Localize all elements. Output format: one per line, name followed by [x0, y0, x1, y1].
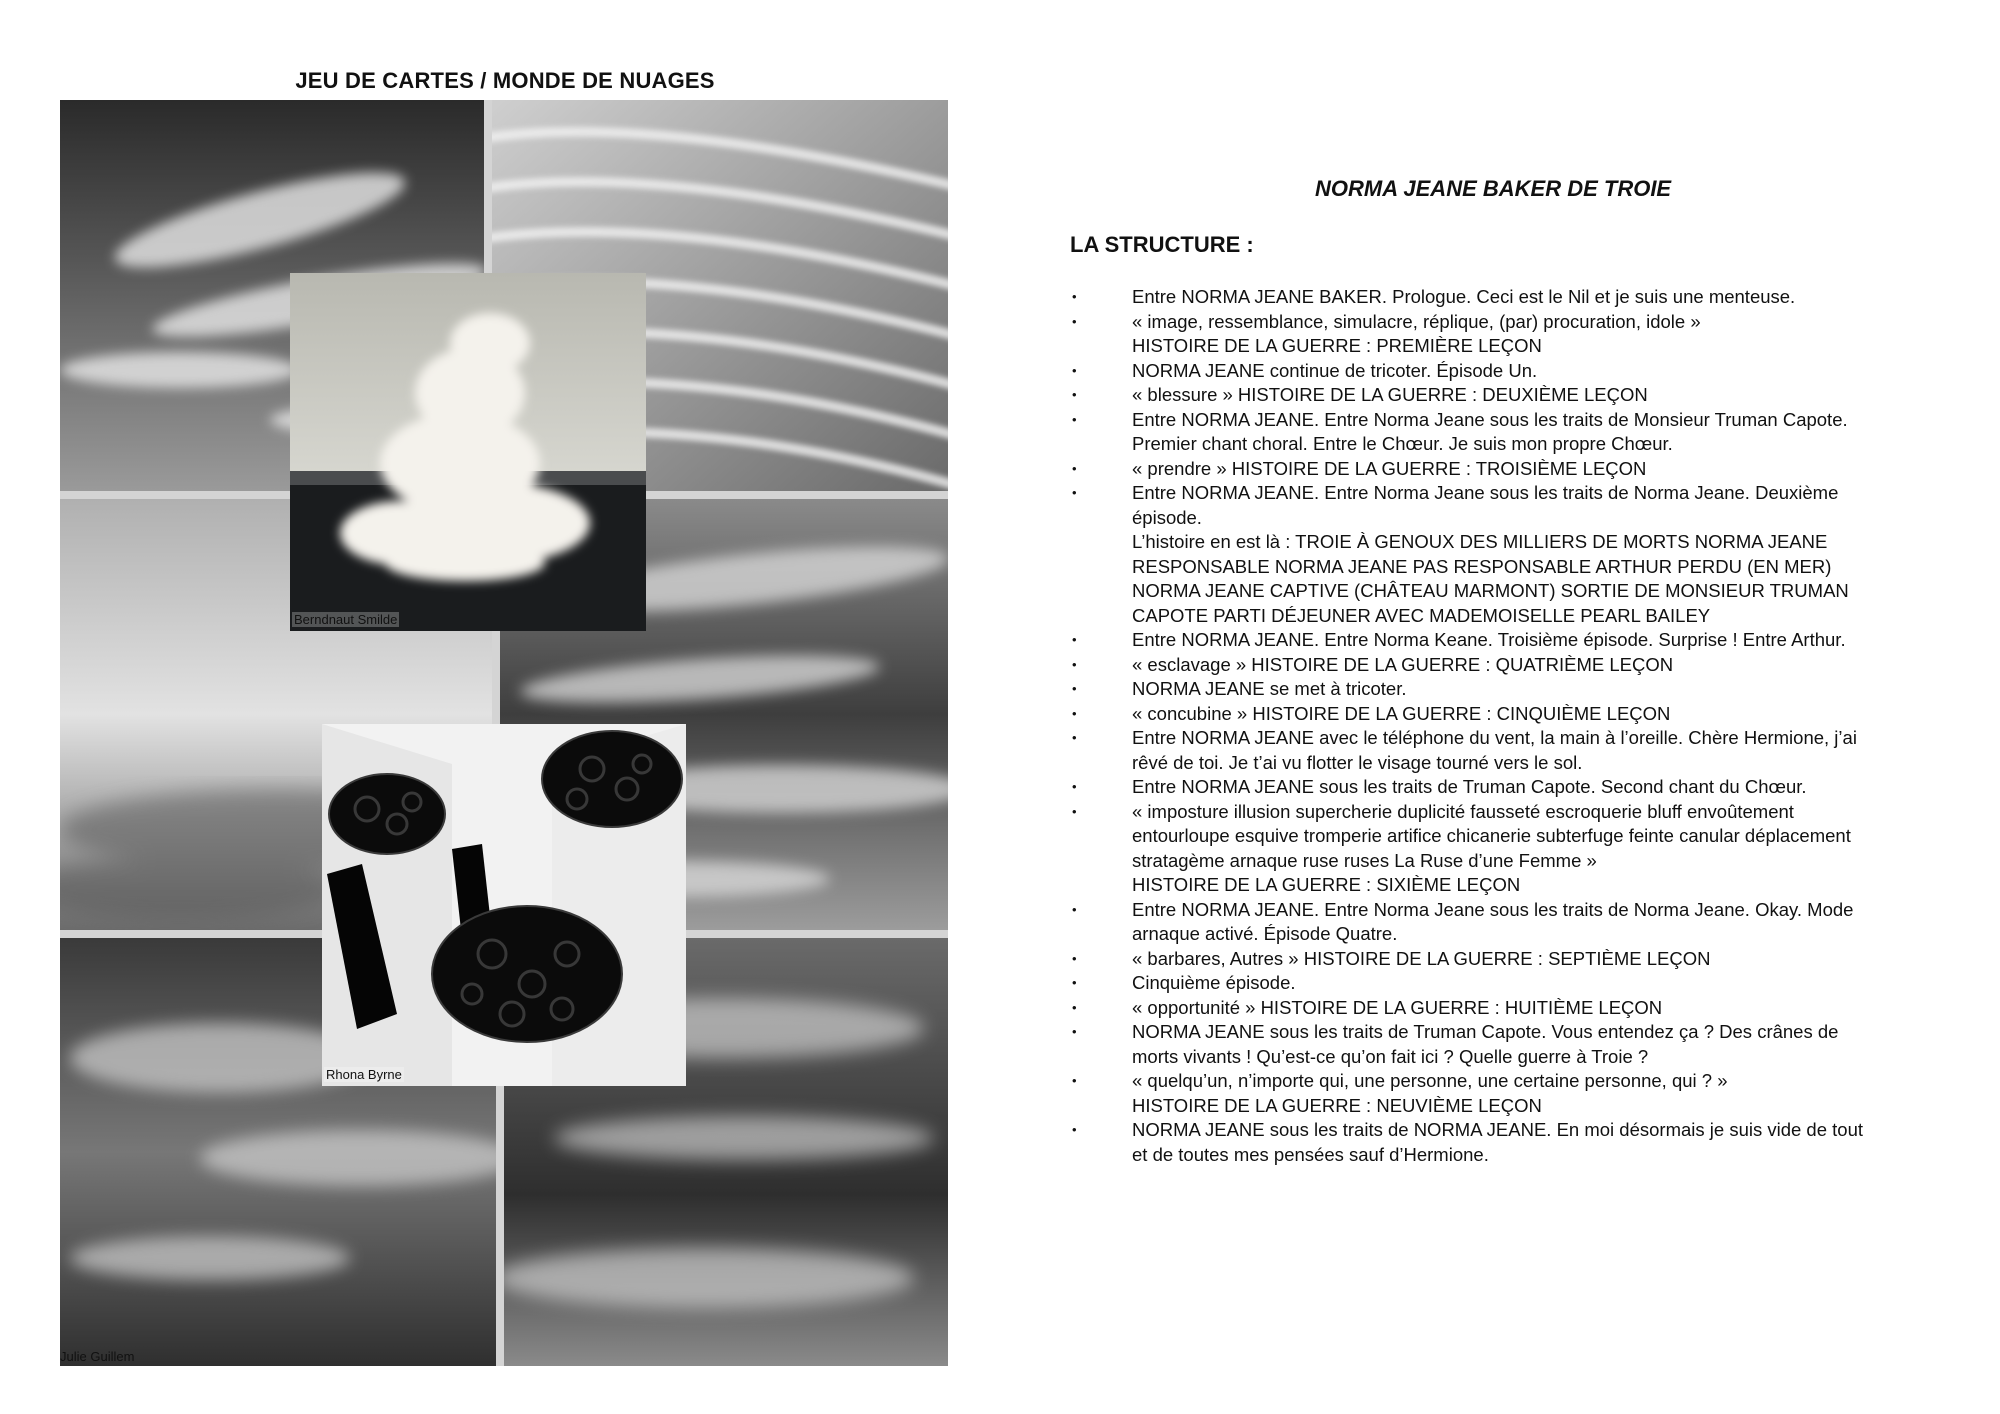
structure-item-line: HISTOIRE DE LA GUERRE : NEUVIÈME LEÇON	[1132, 1094, 1542, 1116]
structure-item-line: entourloupe esquive tromperie artifice chicanerie subterfuge feinte canular déplacement	[1132, 825, 1851, 846]
right-page-title: NORMA JEANE BAKER DE TROIE	[1315, 176, 1672, 201]
structure-item-line: • « quelqu’un, n’importe qui, une personne, une certaine personne, qui ? »	[1132, 1070, 1728, 1091]
structure-item	[1070, 653, 1950, 678]
photo-credit-guillem: Julie Guillem	[60, 1349, 135, 1364]
structure-item-line: • NORMA JEANE se met à tricoter.	[1132, 678, 1407, 699]
structure-item-line: • Entre NORMA JEANE sous les traits de Truman Capote. Second chant du Chœur.	[1132, 776, 1807, 797]
structure-item-line: • Entre NORMA JEANE BAKER. Prologue. Ceci est le Nil et je suis une menteuse.	[1132, 286, 1796, 307]
structure-item	[1070, 775, 1950, 800]
structure-item	[1070, 1020, 1950, 1069]
structure-item	[1070, 628, 1950, 653]
structure-item	[1070, 457, 1950, 482]
structure-item	[1070, 481, 1950, 628]
cloud-collage	[60, 100, 948, 1366]
structure-item-line: arnaque activé. Épisode Quatre.	[1132, 923, 1398, 944]
structure-item	[1070, 408, 1950, 457]
structure-item	[1070, 971, 1950, 996]
structure-item-line: épisode.	[1132, 506, 1202, 528]
structure-item-line: • NORMA JEANE sous les traits de Truman Capote. Vous entendez ça ? Des crânes de	[1132, 1021, 1839, 1042]
structure-item-line: CAPOTE PARTI DÉJEUNER AVEC MADEMOISELLE PEARL BAILEY	[1132, 604, 1711, 626]
structure-item-line: • Entre NORMA JEANE avec le téléphone du vent, la main à l’oreille. Chère Hermione, j’ai	[1132, 727, 1857, 748]
structure-item-line: RESPONSABLE NORMA JEANE PAS RESPONSABLE ARTHUR PERDU (EN MER)	[1132, 555, 1832, 577]
structure-item	[1070, 677, 1950, 702]
structure-item-line: • Entre NORMA JEANE. Entre Norma Jeane sous les traits de Monsieur Truman Capote.	[1132, 408, 1848, 430]
photo-credit-smilde: Berndnaut Smilde	[294, 612, 398, 627]
structure-item	[1070, 996, 1950, 1021]
structure-item-line: • « concubine » HISTOIRE DE LA GUERRE : CINQUIÈME LEÇON	[1132, 702, 1671, 724]
structure-list	[1070, 285, 1950, 1167]
structure-item-line: L’histoire en est là : TROIE À GENOUX DES MILLIERS DE MORTS NORMA JEANE	[1132, 531, 1828, 552]
structure-item	[1070, 1069, 1950, 1118]
structure-item-line: • Entre NORMA JEANE. Entre Norma Jeane sous les traits de Norma Jeane. Deuxième	[1132, 482, 1839, 503]
photo-credit-byrne: Rhona Byrne	[326, 1067, 402, 1082]
structure-item-line: • « imposture illusion supercherie duplicité fausseté escroquerie bluff envoûtement	[1132, 800, 1794, 822]
structure-item-line: • « opportunité » HISTOIRE DE LA GUERRE : HUITIÈME LEÇON	[1132, 996, 1663, 1018]
installation-photograph	[322, 724, 686, 1086]
structure-item-line: • Entre NORMA JEANE. Entre Norma Keane. Troisième épisode. Surprise ! Entre Arthur.	[1132, 629, 1846, 650]
structure-item	[1070, 702, 1950, 727]
structure-item-line: Premier chant choral. Entre le Chœur. Je suis mon propre Chœur.	[1132, 433, 1673, 454]
structure-item-line: • Entre NORMA JEANE. Entre Norma Jeane sous les traits de Norma Jeane. Okay. Mode	[1132, 898, 1854, 920]
structure-item-line: • « image, ressemblance, simulacre, réplique, (par) procuration, idole »	[1132, 310, 1701, 332]
structure-item-line: • NORMA JEANE sous les traits de NORMA JEANE. En moi désormais je suis vide de tout	[1132, 1119, 1864, 1140]
structure-item-line: • Cinquième épisode.	[1132, 972, 1296, 993]
structure-item-line: • « blessure » HISTOIRE DE LA GUERRE : DEUXIÈME LEÇON	[1132, 384, 1648, 405]
structure-item-line: morts vivants ! Qu’est-ce qu’on fait ici ? Quelle guerre à Troie ?	[1132, 1045, 1649, 1067]
structure-item	[1070, 726, 1950, 775]
structure-item	[1070, 359, 1950, 384]
structure-item-line: • NORMA JEANE continue de tricoter. Épisode Un.	[1132, 359, 1538, 381]
structure-item-line: HISTOIRE DE LA GUERRE : SIXIÈME LEÇON	[1132, 874, 1521, 895]
structure-item-line: • « prendre » HISTOIRE DE LA GUERRE : TROISIÈME LEÇON	[1132, 457, 1647, 479]
structure-item-line: rêvé de toi. Je t’ai vu flotter le visage tourné vers le sol.	[1132, 751, 1583, 773]
left-page-title: JEU DE CARTES / MONDE DE NUAGES	[295, 68, 715, 93]
structure-item	[1070, 383, 1950, 408]
structure-item-line: HISTOIRE DE LA GUERRE : PREMIÈRE LEÇON	[1132, 335, 1542, 356]
structure-item	[1070, 898, 1950, 947]
cloud-photograph	[290, 273, 646, 631]
structure-item-line: stratagème arnaque ruse ruses La Ruse d’une Femme »	[1132, 849, 1597, 871]
structure-item	[1070, 310, 1950, 359]
structure-item	[1070, 1118, 1950, 1167]
structure-heading: LA STRUCTURE :	[1070, 232, 1254, 257]
structure-item-line: • « barbares, Autres » HISTOIRE DE LA GUERRE : SEPTIÈME LEÇON	[1132, 947, 1711, 969]
structure-item	[1070, 285, 1950, 310]
structure-item-line: et de toutes mes pensées sauf d’Hermione.	[1132, 1143, 1489, 1165]
structure-item	[1070, 947, 1950, 972]
structure-item-line: NORMA JEANE CAPTIVE (CHÂTEAU MARMONT) SORTIE DE MONSIEUR TRUMAN	[1132, 580, 1849, 601]
structure-item-line: • « esclavage » HISTOIRE DE LA GUERRE : QUATRIÈME LEÇON	[1132, 653, 1674, 675]
structure-item	[1070, 800, 1950, 898]
